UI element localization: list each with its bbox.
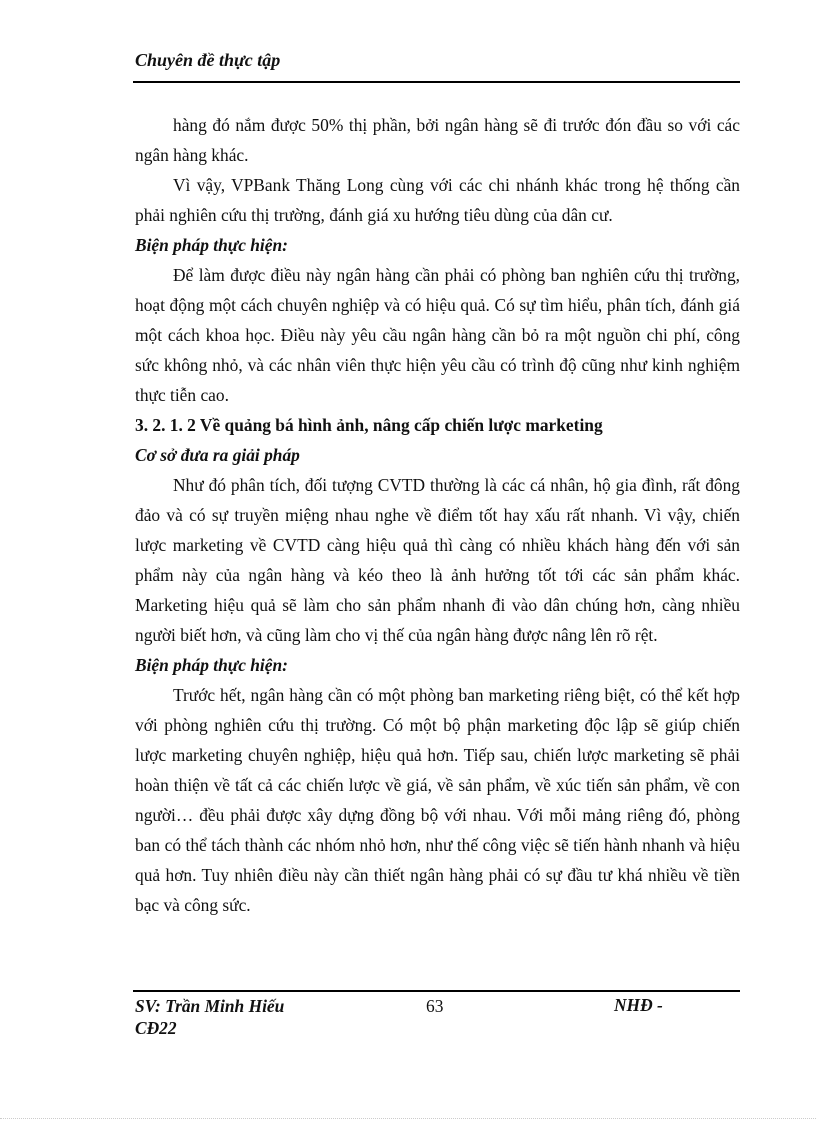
paragraph-2: Vì vậy, VPBank Thăng Long cùng với các chi nhánh khác trong hệ thống cần phải nghiên cứu thị trường, đánh giá xu hướng tiêu dùng của dân cư. (135, 175, 740, 225)
footer-student-name: SV: Trần Minh Hiếu (135, 996, 285, 1016)
paragraph-1: hàng đó nắm được 50% thị phần, bởi ngân hàng sẽ đi trước đón đầu so với các ngân hàng khác. (135, 115, 740, 165)
subheading-bien-phap-1: Biện pháp thực hiện: (135, 235, 288, 255)
footer-student (135, 995, 335, 1039)
subheading-co-so: Cơ sở đưa ra giải pháp (135, 445, 300, 465)
document-body (135, 110, 740, 920)
footer-department: NHĐ - (614, 995, 663, 1015)
header-divider (133, 81, 740, 83)
paragraph-3: Để làm được điều này ngân hàng cần phải có phòng ban nghiên cứu thị trường, hoạt động một cách chuyên nghiệp và có hiệu quả. Có sự tìm hiểu, phân tích, đánh giá một cách khoa học. Điều này yêu cầu ngân hàng cần bỏ ra một nguồn chi phí, công sức không nhỏ, và các nhân viên thực hiện yêu cầu có trình độ cũng như kinh nghiệm thực tiễn cao. (135, 265, 740, 405)
page-number: 63 (426, 996, 444, 1016)
page-edge-divider (0, 1118, 816, 1119)
subheading-bien-phap-2: Biện pháp thực hiện: (135, 655, 288, 675)
footer-divider (133, 990, 740, 992)
section-heading: 3. 2. 1. 2 Về quảng bá hình ảnh, nâng cấp chiến lược marketing (135, 415, 603, 435)
paragraph-5: Trước hết, ngân hàng cần có một phòng ban marketing riêng biệt, có thể kết hợp với phòng nghiên cứu thị trường. Có một bộ phận marketing độc lập sẽ giúp chiến lược marketing chuyên nghiệp, hiệu quả hơn. Tiếp sau, chiến lược marketing sẽ phải hoàn thiện về tất cả các chiến lược về giá, về sản phẩm, về xúc tiến sản phẩm, về con người… đều phải được xây dựng đồng bộ với nhau. Với mỗi mảng riêng đó, phòng ban có thể tách thành các nhóm nhỏ hơn, như thế công việc sẽ tiến hành nhanh và hiệu quả hơn. Tuy nhiên điều này cần thiết ngân hàng phải có sự đầu tư khá nhiều về tiền bạc và công sức. (135, 685, 740, 915)
footer-student-class: CĐ22 (135, 1018, 177, 1038)
paragraph-4: Như đó phân tích, đối tượng CVTD thường là các cá nhân, hộ gia đình, rất đông đảo và có sự truyền miệng nhau nghe về điểm tốt hay xấu rất nhanh. Vì vậy, chiến lược marketing về CVTD càng hiệu quả thì càng có nhiều khách hàng đến với sản phẩm này của ngân hàng và kéo theo là ảnh hưởng tốt tới các sản phẩm khác. Marketing hiệu quả sẽ làm cho sản phẩm nhanh đi vào dân chúng hơn, càng nhiều người biết hơn, và cũng làm cho vị thế của ngân hàng được nâng lên rõ rệt. (135, 475, 740, 645)
page-header-title: Chuyên đề thực tập (135, 50, 281, 70)
